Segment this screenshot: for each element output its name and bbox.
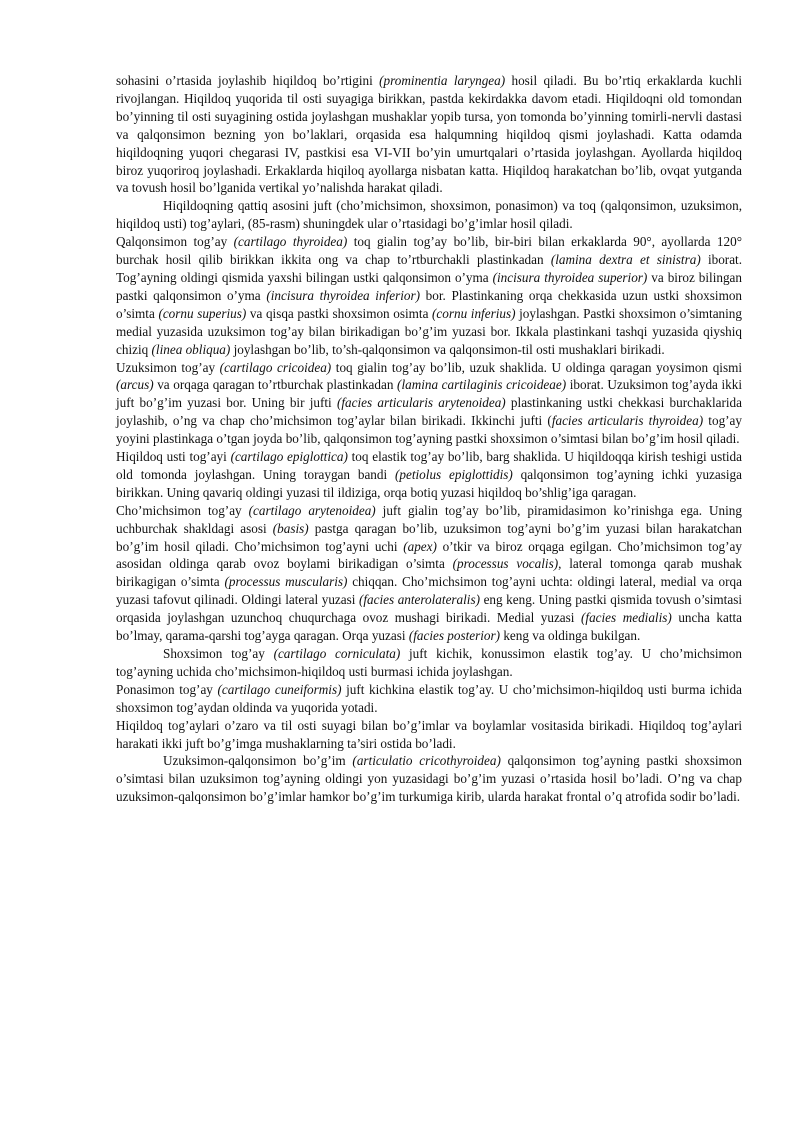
text-run: iborat. Tog’ayning oldingi qismida yaxshi bilingan ustki qalqonsimon o’yma [116, 252, 743, 285]
text-run: plastinkaning ustki chekkasi burchaklarida joylashib, o’ng va chap cho’michsimon tog’aylar bilan birikadi. Ikkinchi jufti ( [116, 395, 743, 429]
text-run: Cho’michsimon tog’ay [116, 502, 249, 518]
text-run: Hiqildoqning qattiq asosini juft (cho’michsimon, shoxsimon, ponasimon) va toq (qalqonsimon, uzuksimon, hiqildoq usti) tog’aylari, (85-rasm) shuningdek ular o’rtasidagi bo’g’imlar hosil qiladi. [116, 198, 742, 232]
text-run: bor. Plastinkaning orqa chekkasida uzun ustki shoxsimon o’simta [116, 287, 743, 321]
text-run: joylashgan bo’lib, to’sh-qalqonsimon va qalqonsimon-til osti mushaklari birikadi. [230, 341, 665, 357]
text-run: va biroz bilingan pastki qalqonsimon o’yma [116, 269, 743, 303]
text-run: qalqonsimon tog’ayning pastki shoxsimon o’simtasi bilan uzuksimon tog’ayning oldingi yon yuzasidagi bo’g’im yuzasi o’rtasida hosil bo’ladi. O’ng va chap uzuksimon-qalqonsimon bo’g’imlar hamkor bo’g’im turkumiga kirib, ularda harakat frontal o’q atrofida sodir bo’ladi. [116, 753, 742, 805]
latin-term: (articulatio cricothyroidea) [352, 753, 501, 769]
latin-term: (cartilago cuneiformis) [217, 681, 342, 697]
paragraph [116, 502, 742, 645]
paragraph [116, 72, 742, 197]
text-run: eng keng. Uning pastki qismida tovush o’simtasi orqasida joylashgan uzunchoq chuqurchaga ovoz mushagi birikadi. Medial yuzasi [116, 592, 742, 626]
text-run: juft kichkina elastik tog’ay. U cho’michsimon-hiqildoq usti burma ichida shoxsimon tog’aydan oldinda va yuqorida yotadi. [116, 681, 742, 715]
text-run: tog’ay yoyini plastinkaga o’tgan joyda bo’lib, qalqonsimon tog’ayning pastki shoxsimon o’simtasi bilan bo’g’im hosil qiladi. [116, 413, 742, 447]
text-run: Uzuksimon-qalqonsimon bo’g’im [163, 753, 353, 769]
latin-term: (cartilago cricoidea) [219, 359, 332, 375]
text-run: juft kichik, konussimon elastik tog’ay. U cho’michsimon tog’ayning uchida cho’michsimon-hiqildoq usti burmasi ichida joylashgan. [116, 646, 742, 679]
text-run: pastga qaragan bo’lib, uzuksimon tog’ayni bo’g’im yuzasi bilan harakatchan bo’g’im hosil qiladi. Cho’michsimon tog’ayni uchi [116, 520, 742, 554]
text-run: Shoxsimon tog’ay [163, 646, 274, 661]
paragraph [116, 717, 742, 753]
text-run: joylashgan. Pastki shoxsimon o’simtaning medial yuzasida uzuksimon tog’ay bilan birikadigan bo’g’im yuzasi bor. Ikkala plastinkani tashqi yuzasida qiyshiq chiziq [116, 305, 742, 357]
latin-term: (petiolus epiglottidis) [395, 466, 513, 482]
text-run: iborat. Uzuksimon tog’ayda ikki juft bo’g’im yuzasi bor. Uning bir jufti [116, 377, 743, 411]
text-run: keng va oldinga bukilgan. [500, 628, 641, 644]
latin-term: (facies anterolateralis) [358, 592, 480, 608]
text-run: qalqonsimon tog’ayning ichki yuzasiga birikkan. Uning qavariq oldingi yuzasi til ildiziga, orqa botiq yuzasi hiqildoq bo’shlig’iga qaragan. [116, 466, 742, 500]
latin-term: (facies posterior) [408, 628, 501, 644]
text-run: Uzuksimon tog’ay [116, 359, 220, 375]
latin-term: (lamina cartilaginis cricoideae) [397, 377, 567, 393]
document-page [116, 72, 742, 806]
text-run: va orqaga qaragan to’rtburchak plastinkadan [153, 377, 398, 393]
text-run: Qalqonsimon tog’ay [116, 234, 234, 250]
paragraph [116, 359, 742, 449]
latin-term: (cartilago epiglottica) [230, 449, 348, 465]
latin-term: (processus vocalis) [452, 556, 559, 572]
latin-term: (cartilago corniculata) [273, 646, 401, 661]
text-run: toq gialin tog’ay bo’lib, bir-biri bilan erkaklarda 90°, ayollarda 120° burchak hosil qilib birikkan ikkita ong va chap to’rtburchakli plastinkadan [116, 234, 742, 268]
latin-term: (cartilago thyroidea) [233, 234, 348, 250]
latin-term: (cartilago arytenoidea) [248, 502, 376, 518]
latin-term: (cornu inferius) [432, 305, 516, 321]
text-run: , lateral tomonga qarab mushak birikagigan o’simta [116, 556, 743, 590]
text-run: Ponasimon tog’ay [116, 681, 218, 697]
paragraph [116, 448, 742, 502]
text-run: toq elastik tog’ay bo’lib, barg shaklida. U hiqildoqqa kirish teshigi ustida old tomonda joylashgan. Uning toraygan bandi [116, 449, 742, 482]
latin-term: (processus muscularis) [224, 574, 348, 590]
latin-term: (apex) [403, 538, 437, 554]
paragraph [116, 645, 742, 681]
text-run: Hiqildoq usti tog’ayi [116, 449, 231, 465]
latin-term: (linea obliqua) [151, 341, 231, 357]
text-run: toq gialin tog’ay bo’lib, uzuk shaklida. U oldinga qaragan yoysimon qismi [331, 359, 743, 375]
latin-term: (facies medialis) [581, 610, 672, 626]
latin-term: (arcus) [116, 377, 154, 393]
text-run: Hiqildoq tog’aylari o’zaro va til osti suyagi bilan bo’g’imlar va boylamlar vositasida birikadi. Hiqildoq tog’aylari harakati ikki juft bo’g’imga mushaklarning ta’siri ostida bo’ladi. [116, 717, 742, 751]
latin-term: (facies articularis arytenoidea) [336, 395, 506, 411]
latin-term: (basis) [272, 520, 309, 536]
latin-term: (cornu superius) [158, 305, 247, 321]
text-run: o’tkir va biroz orqaga egilgan. Cho’michsimon tog’ay asosidan oldinga qarab ovoz boylami birikadigan o’simta [116, 538, 742, 572]
text-run: hosil qiladi. Bu bo’rtiq erkaklarda kuchli rivojlangan. Hiqildoq yuqorida til osti suyagiga birikkan, pastda kekirdakka davom etadi. Hiqildoqni old tomondan bo’yinning til osti suyagining ostida joylashgan mushaklar yopib tursa, yon tomonda bo’yinning tomirli-nervli dastasi va qalqonsimon bezning yon bo’laklari, orqasida esa halqumning hiqildoq qismi joylashadi. Katta odamda hiqildoqning yuqori chegarasi IV, pastkisi esa VI-VII bo’yin umurtqalari o’rtasida joylashgan. Ayollarda hiqildoq biroz yuqoriroq joylashadi. Erkaklarda hiqiloq ayollarga nisbatan katta. Hiqildoq harakatchan bo’lib, ovqat yutganda va tovush hosil bo’lganida vertikal yo’nalishda harakat qiladi. [116, 73, 742, 196]
text-run: juft gialin tog’ay bo’lib, piramidasimon ko’rinishga ega. Uning uchburchak shakldagi asosi [116, 502, 742, 536]
latin-term: (incisura thyroidea inferior) [266, 287, 420, 303]
text-run: chiqqan. Cho’michsimon tog’ayni uchta: oldingi lateral, medial va orqa yuzasi tafovut qilinadi. Oldingi lateral yuzasi [116, 574, 742, 608]
paragraph [116, 681, 742, 717]
paragraph [116, 233, 742, 358]
latin-term: (lamina dextra et sinistra) [550, 252, 701, 268]
paragraph [116, 197, 742, 233]
latin-term: (incisura thyroidea superior) [492, 269, 648, 285]
latin-term: facies articularis thyroidea) [551, 413, 704, 429]
paragraph [116, 752, 742, 806]
text-run: sohasini o’rtasida joylashib hiqildoq bo’rtigini [116, 73, 380, 88]
latin-term: (prominentia laryngea) [379, 73, 506, 88]
text-run: uncha katta bo’lmay, qarama-qarshi tog’ayga qaragan. Orqa yuzasi [116, 610, 742, 644]
text-run: va qisqa pastki shoxsimon osimta [246, 305, 433, 321]
